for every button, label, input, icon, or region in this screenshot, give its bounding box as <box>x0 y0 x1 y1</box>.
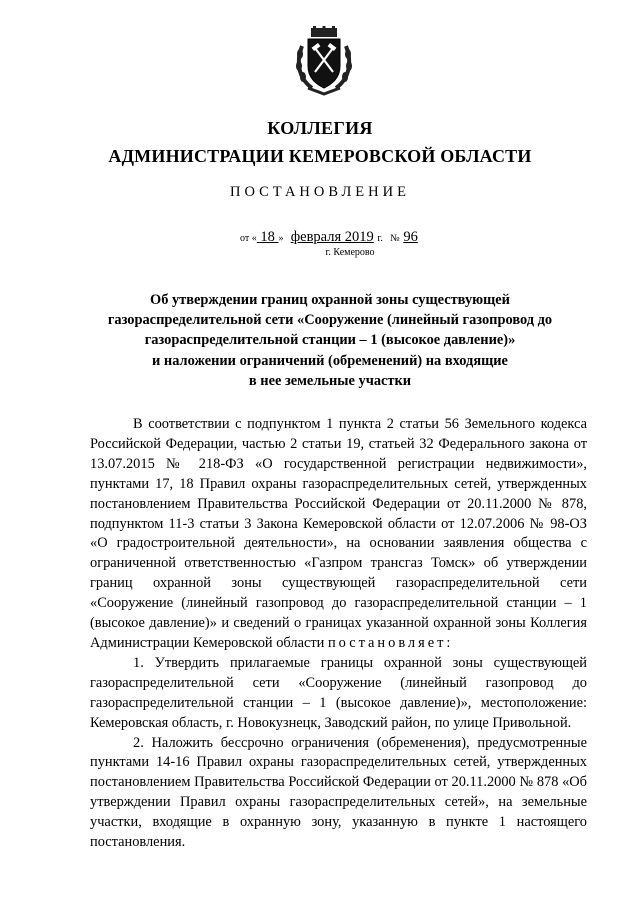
date-day: 18 <box>256 229 279 245</box>
title-line: Об утверждении границ охранной зоны существующей <box>150 292 510 308</box>
org-name-line1: КОЛЛЕГИЯ <box>267 118 373 138</box>
number-label: № <box>390 233 400 244</box>
resolves-word: постановляет <box>327 634 447 651</box>
title-line: и наложении ограничений (обременений) на входящие <box>152 352 508 369</box>
org-name-line2: АДМИНИСТРАЦИИ КЕМЕРОВСКОЙ ОБЛАСТИ <box>108 146 532 166</box>
clause-1: 1. Утвердить прилагаемые границы охранной зоны существующей газораспределительной сети «Сооружение (линейный газопровод до газораспределительной станции – 1 (высокое давление)», местоположение: Кемеровская область, г. Новокузнецк, Заводский район, по улице Привольной. <box>90 654 587 731</box>
date-year-suffix: г. <box>377 233 383 244</box>
date-quote: » <box>278 233 284 244</box>
clause-2: 2. Наложить бессрочно ограничения (обременения), предусмотренные пунктами 14-16 Правил охраны газораспределительных сетей, утвержденных постановлением Правительства Российской Федерации от 20.11.2000 № 878 «Об утверждении Правил охраны газораспределительных сетей», на земельные участки, входящие в охранную зону, указанную в пункте 1 настоящего постановления. <box>90 734 587 851</box>
preamble-paragraph <box>90 415 587 654</box>
date-month-year: февраля 2019 <box>290 229 374 245</box>
coat-of-arms-icon <box>294 26 354 96</box>
title-line: газораспределительной станции – 1 (высокое давление)» <box>144 332 516 349</box>
document-number: 96 <box>403 229 418 245</box>
document-type: ПОСТАНОВЛЕНИЕ <box>230 184 410 200</box>
document-body <box>90 415 587 853</box>
title-line: газораспределительной сети «Сооружение (линейный газопровод до <box>107 312 553 329</box>
preamble-text: В соответствии с подпунктом 1 пункта 2 статьи 56 Земельного кодекса Российской Федерации, частью 2 статьи 19, статьей 32 Федерального закона от 13.07.2015 № 218-ФЗ «О государственной регистрации недвижимости», пунктами 17, 18 Правил охраны газораспределительных сетей, утвержденных постановлением Правительства Российской Федерации от 20.11.2000 № 878, подпунктом 11-3 статьи 3 Закона Кемеровской области от 12.07.2006 № 98-ОЗ «О градостроительной деятельности», на основании заявления общества с ограниченной ответственностью «Газпром трансгаз Томск» об утверждении границ охранной зоны существующей газораспределительной сети «Сооружение (линейный газопровод до газораспределительной станции – 1 (высокое давление)» и сведений о границах указанной охранной зоны Коллегия Администрации Кемеровской области <box>90 416 587 651</box>
title-line: в нее земельные участки <box>248 372 412 389</box>
preamble-colon: : <box>446 634 451 651</box>
date-prefix: от « <box>240 233 257 244</box>
date-line <box>240 229 418 246</box>
issue-place: г. Кемерово <box>325 247 375 258</box>
document-title <box>100 290 560 391</box>
